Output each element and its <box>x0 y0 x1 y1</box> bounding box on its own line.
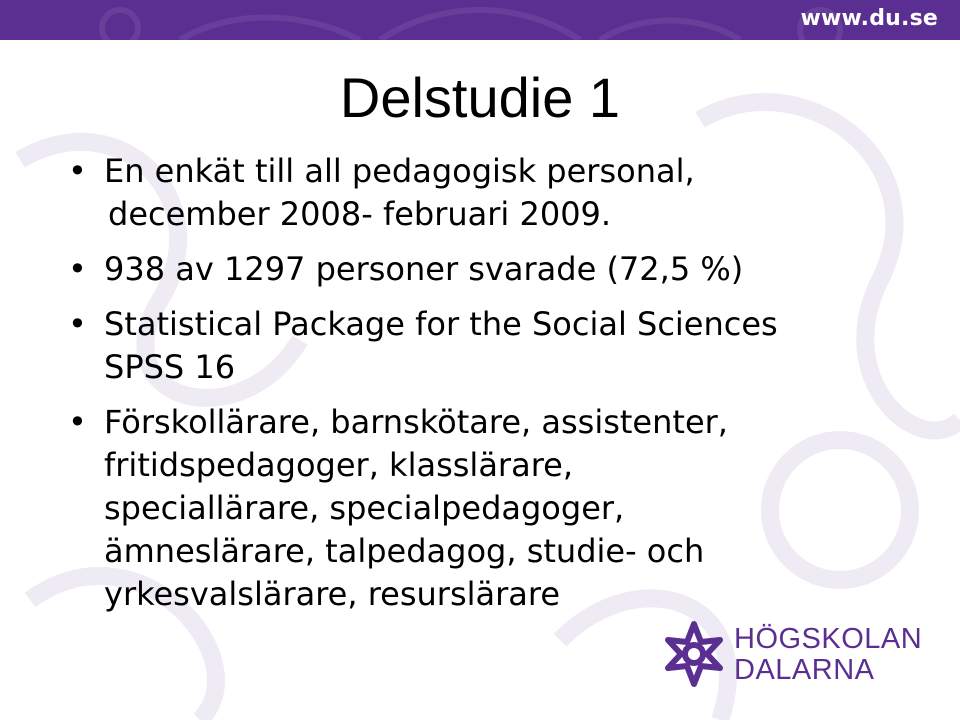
bullet-text: En enkät till all pedagogisk personal, <box>104 152 695 190</box>
bullet-text: Statistical Package for the Social Sciences <box>104 305 778 343</box>
bullet-list <box>62 150 922 616</box>
bullet-text: fritidspedagoger, klasslärare, <box>104 446 573 484</box>
logo-line-2: DALARNA <box>734 654 875 686</box>
slide-title: Delstudie 1 <box>339 66 621 129</box>
bullet-text: ämneslärare, talpedagog, studie- och <box>104 532 705 570</box>
logo-line-1: HÖGSKOLAN <box>734 623 923 655</box>
bullet-continuation: december 2008- februari 2009. <box>108 195 612 233</box>
bullet-item <box>62 150 922 193</box>
bullet-text: SPSS 16 <box>104 348 236 386</box>
logo-wordmark <box>734 624 922 686</box>
bullet-text: Förskollärare, barnskötare, assistenter, <box>104 403 728 441</box>
bullet-text: yrkesvalslärare, resurslärare <box>104 575 561 613</box>
bullet-marker: • <box>68 152 87 190</box>
star-flower-icon <box>660 620 728 688</box>
bullet-item <box>62 248 922 291</box>
bullet-text: 938 av 1297 personer svarade (72,5 %) <box>104 250 744 288</box>
bullet-marker: • <box>68 403 87 441</box>
bullet-text: speciallärare, specialpedagoger, <box>104 489 625 527</box>
bullet-item <box>62 303 922 389</box>
bullet-item <box>62 401 922 616</box>
website-url[interactable]: www.du.se <box>800 6 938 31</box>
bullet-marker: • <box>68 305 87 343</box>
bullet-marker: • <box>68 250 87 288</box>
hogskolan-dalarna-logo <box>660 620 950 692</box>
header-bar <box>0 0 960 40</box>
